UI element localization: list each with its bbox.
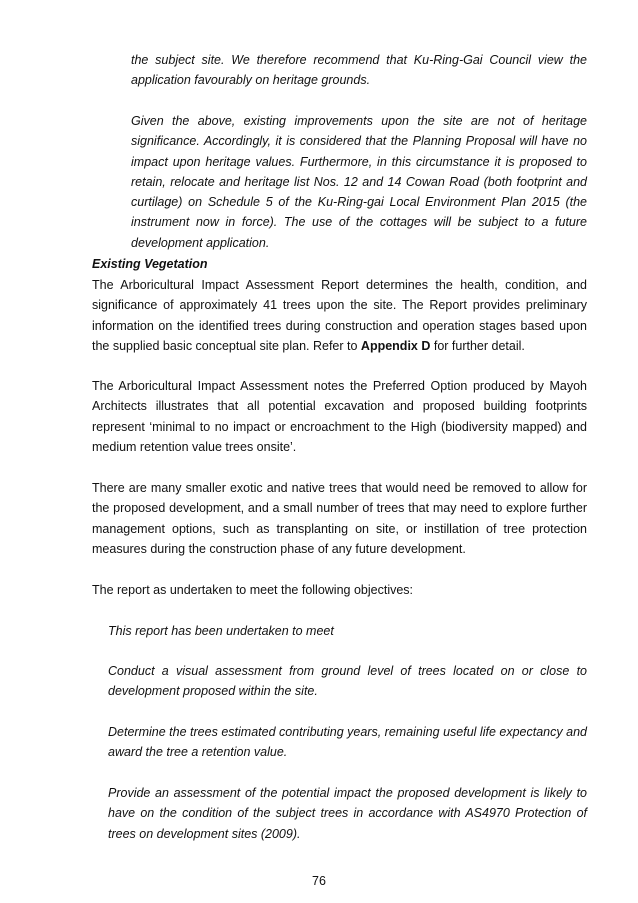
appendix-reference: Appendix D: [360, 338, 431, 353]
objective-item: This report has been undertaken to meet: [108, 624, 334, 638]
paragraph-4: The report as undertaken to meet the following objectives:: [92, 583, 414, 597]
quote-paragraph: Given the above, existing improvements upon the site are not of heritage significance. Accordingly, it is considered that the Planning Proposal will have no impact upon heritage values. Furthermore, in this circumstance it is proposed to retain, relocate and heritage list Nos. 12 and 14 Cowan Road (both footprint and curtilage) on Schedule 5 of the Ku-Ring-gai Local Environment Plan 2015 (the instrument now in force). The use of the cottages will be subject to a future development application.: [131, 114, 587, 250]
paragraph-3: There are many smaller exotic and native trees that would need be removed to allow for the proposed development, and a small number of trees that may need to explore further management options, such as transplanting on site, or instillation of tree protection measures during the construction phase of any future development.: [92, 481, 587, 556]
paragraph-1: [92, 275, 587, 356]
objective-item: Provide an assessment of the potential impact the proposed development is likely to have on the condition of the subject trees in accordance with AS4970 Protection of trees on development sites (2009).: [108, 786, 587, 841]
paragraph-1-text: The Arboricultural Impact Assessment Report determines the health, condition, and significance of approximately 41 trees upon the site. The Report provides preliminary information on the identified trees during construction and operation stages based upon the supplied basic conceptual site plan. Refer to: [92, 278, 587, 353]
section-heading: Existing Vegetation: [92, 257, 208, 271]
objective-item: Conduct a visual assessment from ground level of trees located on or close to development proposed within the site.: [108, 664, 587, 699]
page-number: 76: [312, 874, 326, 888]
objective-item: Determine the trees estimated contributing years, remaining useful life expectancy and award the tree a retention value.: [108, 725, 587, 760]
paragraph-1-tail: for further detail.: [430, 338, 525, 353]
quote-continuation: the subject site. We therefore recommend that Ku-Ring-Gai Council view the application favourably on heritage grounds.: [131, 53, 587, 88]
paragraph-2: The Arboricultural Impact Assessment notes the Preferred Option produced by Mayoh Architects illustrates that all potential excavation and proposed building footprints represent ‘minimal to no impact or encroachment to the High (biodiversity mapped) and medium retention value trees onsite’.: [92, 379, 587, 454]
